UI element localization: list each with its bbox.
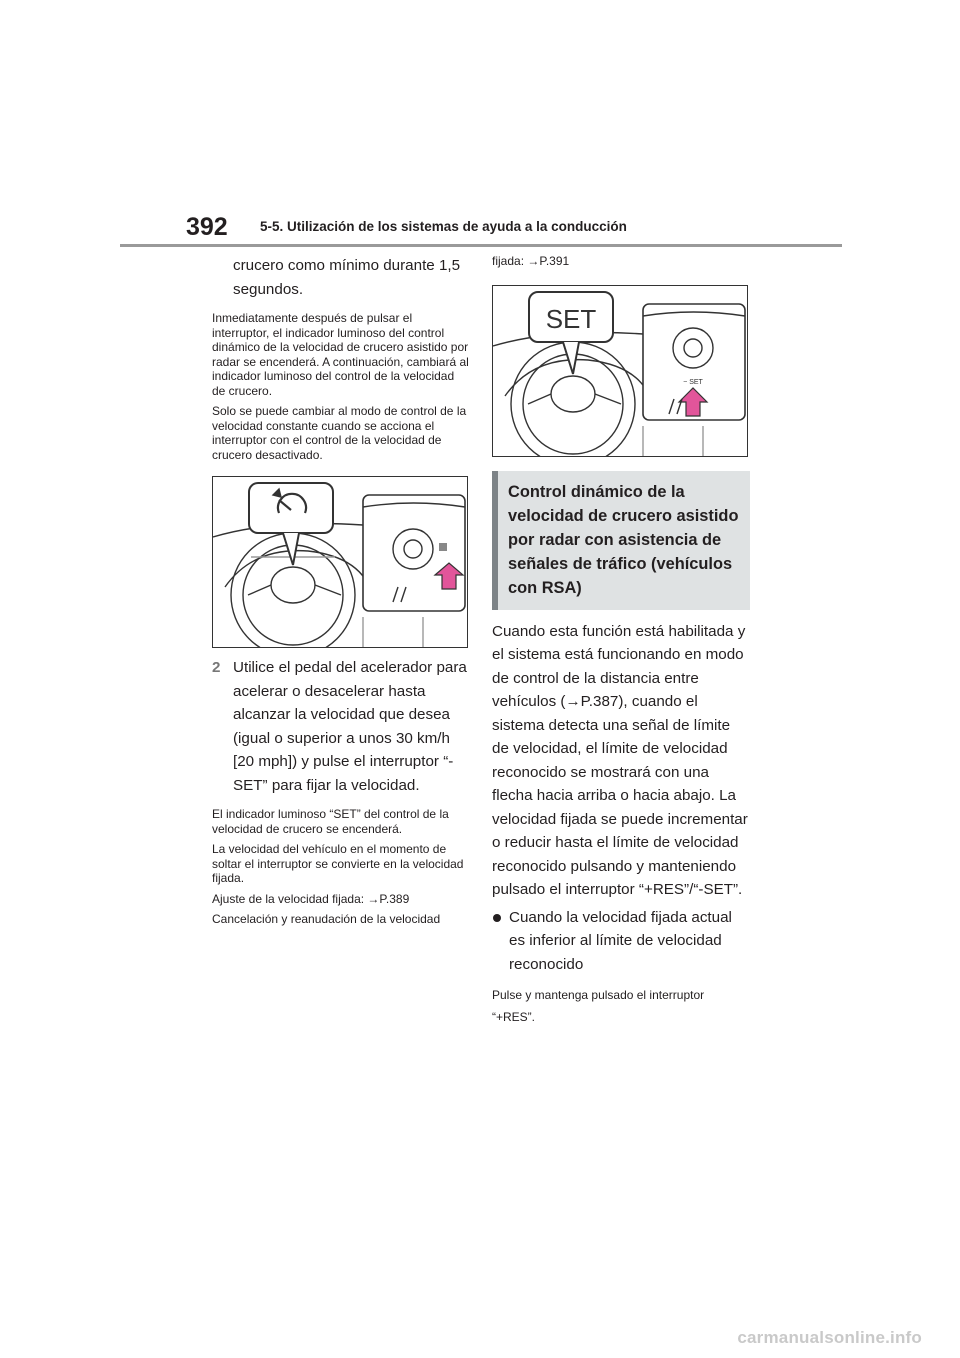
section-heading-box bbox=[492, 471, 750, 610]
note-press-res: Pulse y mantenga pulsado el interruptor “+RES”. bbox=[492, 988, 705, 1024]
bullet-text: Cuando la velocidad fijada actual es inferior al límite de velocidad reconocido bbox=[509, 908, 732, 973]
note-set-speed: La velocidad del vehículo en el momento de soltar el interruptor se convierte en la velocidad fijada. bbox=[212, 842, 464, 885]
paragraph-continued: crucero como mínimo durante 1,5 segundos. bbox=[233, 257, 461, 298]
figure-steering-set bbox=[492, 285, 748, 457]
set-label: SET bbox=[545, 303, 597, 334]
ref-cancel-resume[interactable]: Cancelación y reanudación de la velocidad bbox=[212, 912, 441, 926]
ref-adjust-speed[interactable]: Ajuste de la velocidad fijada: →P.389 bbox=[212, 891, 410, 906]
section-paragraph: Cuando esta función está habilitada y el sistema está funcionando en modo de control de la distancia entre vehículos (→P.387), cuando el sistema detecta una señal de límite de velocidad, el límite de velocidad reconocido se mostrará con una flecha hacia arriba o hacia abajo. La velocidad fijada se puede incrementar o reducir hasta el límite de velocidad reconocido pulsando y manteniendo pulsado el interruptor “+RES”/“-SET”. bbox=[492, 622, 748, 898]
bullet-item bbox=[492, 906, 750, 977]
watermark: carmanualsonline.info bbox=[737, 1328, 922, 1347]
figure-steering-speedometer bbox=[212, 476, 468, 648]
step-2-number: 2 bbox=[212, 659, 221, 676]
bullet-dot bbox=[493, 914, 501, 922]
steering-wheel-illustration bbox=[213, 477, 468, 648]
switch-set-label: − SET bbox=[683, 378, 703, 386]
left-column bbox=[212, 254, 470, 933]
right-column bbox=[492, 254, 750, 1034]
step-2-text: Utilice el pedal del acelerador para acelerar o desacelerar hasta alcanzar la velocidad que desea (igual o superior a unos 30 km/h [20 mph]) y pulse el interruptor “-SET” para fijar la velocidad. bbox=[233, 659, 467, 794]
header-rule bbox=[120, 244, 842, 247]
steering-wheel-set-illustration bbox=[493, 286, 748, 457]
header-title: 5-5. Utilización de los sistemas de ayuda a la conducción bbox=[260, 219, 627, 234]
note-indicator: Inmediatamente después de pulsar el interruptor, el indicador luminoso del control dinámico de la velocidad de crucero asistido por radar se encenderá. A continuación, cambiará al indicador luminoso del control de la velocidad de crucero. bbox=[212, 311, 469, 398]
section-heading: Control dinámico de la velocidad de crucero asistido por radar con asistencia de señales de tráfico (vehículos con RSA) bbox=[508, 482, 739, 597]
ref-continued[interactable]: fijada: →P.391 bbox=[492, 254, 570, 268]
note-constant-speed: Solo se puede cambiar al modo de control de la velocidad constante cuando se acciona el interruptor con el control de la velocidad de crucero desactivado. bbox=[212, 404, 467, 462]
page-number: 392 bbox=[186, 213, 228, 241]
step-2 bbox=[212, 656, 470, 797]
note-set-indicator: El indicador luminoso “SET” del control de la velocidad de crucero se encenderá. bbox=[212, 807, 449, 836]
